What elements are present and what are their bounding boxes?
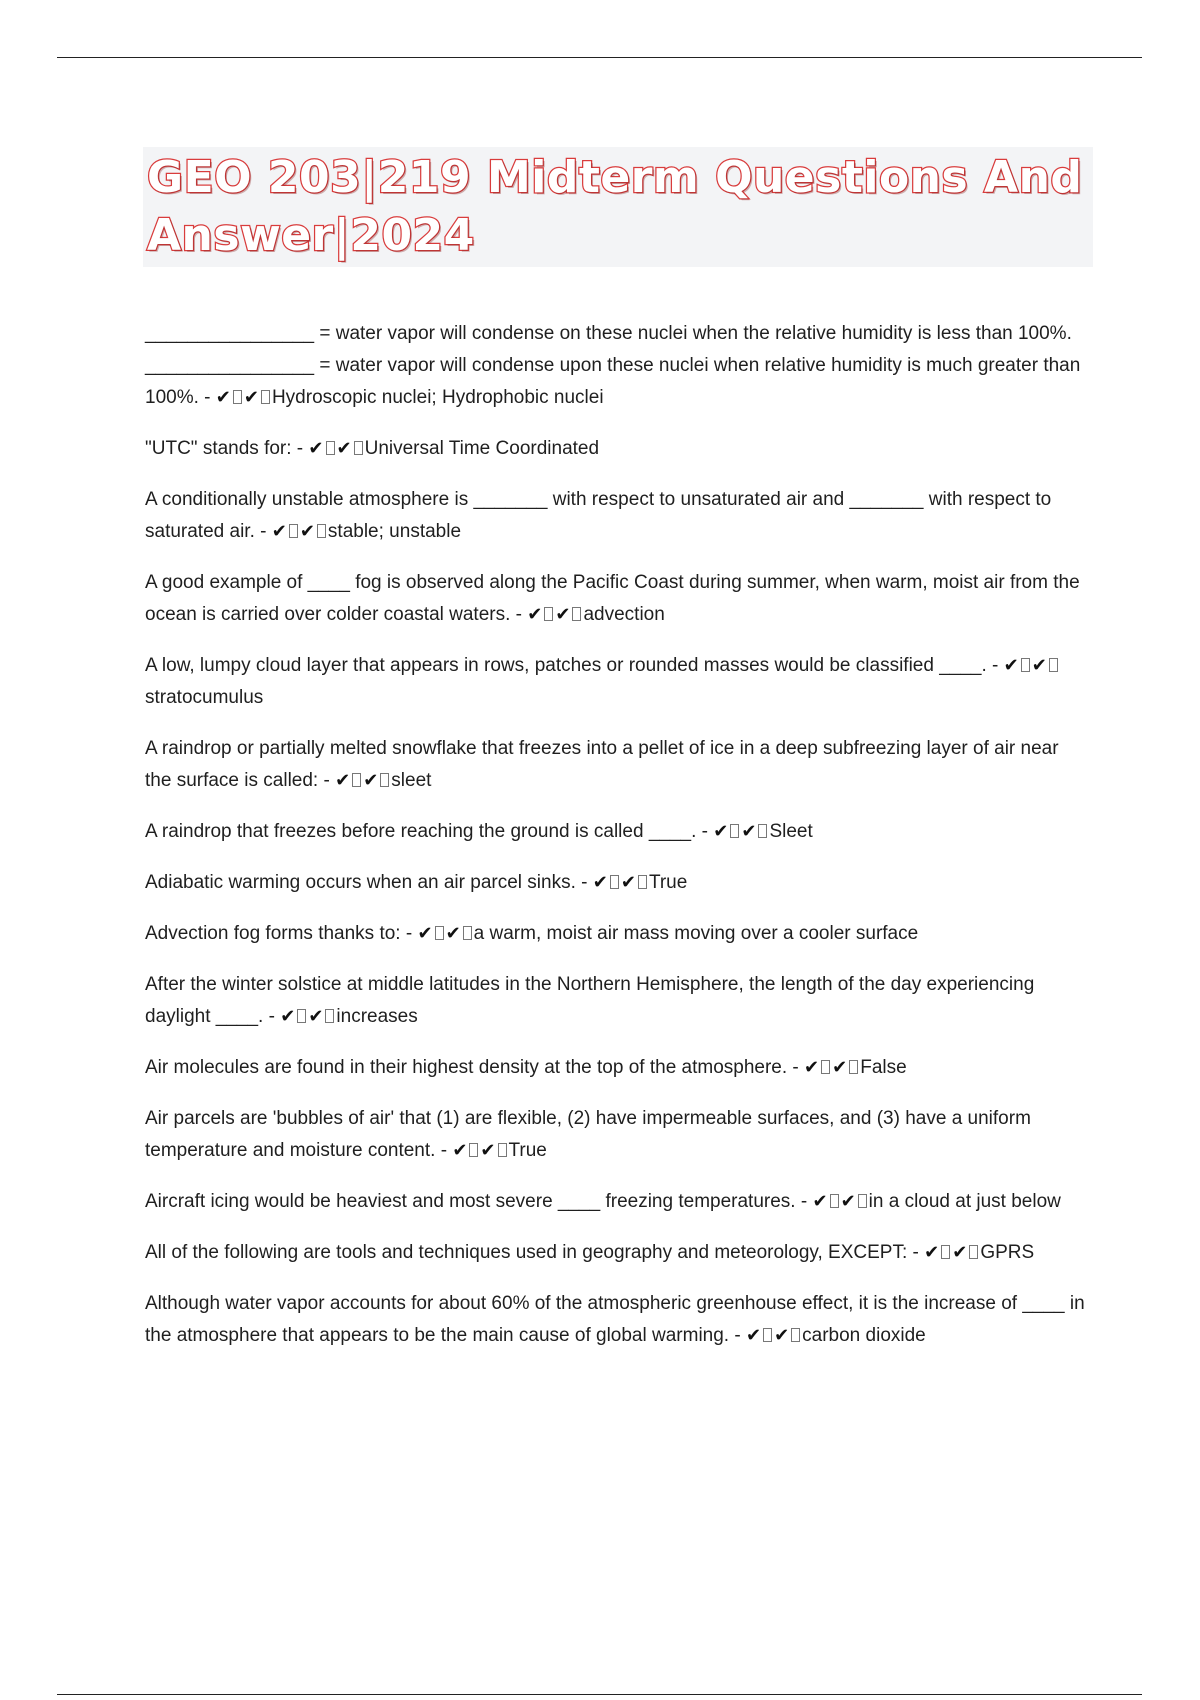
- box-glyph-icon: [435, 926, 444, 940]
- question-text: A conditionally unstable atmosphere is _______ with respect to unsaturated air and _______ with respect to saturated air.: [145, 489, 1052, 542]
- answer-text: Sleet: [769, 821, 813, 842]
- qa-item: [145, 567, 1090, 631]
- qa-item: [145, 1186, 1090, 1218]
- box-glyph-icon: [758, 824, 767, 838]
- question-text: A raindrop that freezes before reaching the ground is called ____.: [145, 821, 697, 842]
- question-text: Advection fog forms thanks to:: [145, 923, 401, 944]
- checkmark-icon: ✔: [452, 1140, 468, 1161]
- box-glyph-icon: [297, 1009, 306, 1023]
- checkmark-icon: ✔: [555, 604, 571, 625]
- question-text: A raindrop or partially melted snowflake that freezes into a pellet of ice in a deep subfreezing layer of air near the surface is called:: [145, 738, 1059, 791]
- checkmark-icon: ✔: [417, 923, 433, 944]
- checkmark-icon: ✔: [308, 438, 324, 459]
- separator: -: [291, 438, 309, 459]
- checkmark-icon: ✔: [335, 770, 351, 791]
- answer-text: True: [648, 872, 688, 893]
- qa-item: [145, 1237, 1090, 1269]
- checkmark-icon: ✔: [299, 521, 315, 542]
- question-text: "UTC" stands for:: [145, 438, 292, 459]
- question-text: All of the following are tools and techniques used in geography and meteorology, EXCEPT:: [145, 1242, 908, 1263]
- separator: -: [787, 1057, 805, 1078]
- box-glyph-icon: [1021, 658, 1030, 672]
- question-text: A low, lumpy cloud layer that appears in rows, patches or rounded masses would be classified ____.: [145, 655, 987, 676]
- question-text: Air molecules are found in their highest density at the top of the atmosphere.: [145, 1057, 788, 1078]
- box-glyph-icon: [317, 524, 326, 538]
- separator: -: [729, 1325, 746, 1346]
- box-glyph-icon: [791, 1328, 800, 1342]
- checkmark-icon: ✔: [527, 604, 543, 625]
- box-glyph-icon: [730, 824, 739, 838]
- box-glyph-icon: [849, 1060, 858, 1074]
- answer-text: Universal Time Coordinated: [364, 438, 600, 459]
- box-glyph-icon: [544, 607, 553, 621]
- answer-text: sleet: [391, 770, 432, 791]
- box-glyph-icon: [941, 1245, 950, 1259]
- question-text: Aircraft icing would be heaviest and most severe ____ freezing temperatures.: [145, 1191, 796, 1212]
- box-glyph-icon: [1049, 658, 1058, 672]
- question-text: After the winter solstice at middle latitudes in the Northern Hemisphere, the length of the day experiencing daylight ____.: [145, 974, 1035, 1027]
- checkmark-icon: ✔: [336, 438, 352, 459]
- checkmark-icon: ✔: [271, 521, 287, 542]
- checkmark-icon: ✔: [840, 1191, 856, 1212]
- qa-item: [145, 733, 1090, 797]
- checkmark-icon: ✔: [713, 821, 729, 842]
- answer-text: advection: [583, 604, 665, 625]
- answer-text: in a cloud at just below: [868, 1191, 1061, 1212]
- qa-item: [145, 816, 1090, 848]
- question-text: Adiabatic warming occurs when an air parcel sinks.: [145, 872, 576, 893]
- qa-item: [145, 433, 1090, 465]
- bottom-rule: [57, 1694, 1142, 1695]
- page-title: GEO 203|219 Midterm Questions And Answer|2024: [147, 152, 1083, 261]
- checkmark-icon: ✔: [1003, 655, 1019, 676]
- answer-text: stable; unstable: [327, 521, 462, 542]
- box-glyph-icon: [463, 926, 472, 940]
- answer-text: increases: [336, 1006, 418, 1027]
- box-glyph-icon: [469, 1143, 478, 1157]
- checkmark-icon: ✔: [812, 1191, 828, 1212]
- box-glyph-icon: [763, 1328, 772, 1342]
- separator: -: [435, 1140, 453, 1161]
- box-glyph-icon: [610, 875, 619, 889]
- qa-item: [145, 650, 1090, 714]
- checkmark-icon: ✔: [804, 1057, 820, 1078]
- box-glyph-icon: [289, 524, 298, 538]
- box-glyph-icon: [325, 1009, 334, 1023]
- box-glyph-icon: [380, 773, 389, 787]
- box-glyph-icon: [233, 390, 242, 404]
- separator: -: [198, 387, 216, 408]
- qa-item: [145, 969, 1090, 1033]
- box-glyph-icon: [969, 1245, 978, 1259]
- answer-text: False: [860, 1057, 907, 1078]
- checkmark-icon: ✔: [1031, 655, 1047, 676]
- box-glyph-icon: [830, 1194, 839, 1208]
- separator: -: [510, 604, 528, 625]
- checkmark-icon: ✔: [924, 1242, 940, 1263]
- box-glyph-icon: [858, 1194, 867, 1208]
- separator: -: [696, 821, 714, 842]
- checkmark-icon: ✔: [243, 387, 259, 408]
- box-glyph-icon: [498, 1143, 507, 1157]
- top-rule: [57, 57, 1142, 58]
- checkmark-icon: ✔: [445, 923, 461, 944]
- checkmark-icon: ✔: [592, 872, 608, 893]
- checkmark-icon: ✔: [308, 1006, 324, 1027]
- qa-item: [145, 484, 1090, 548]
- checkmark-icon: ✔: [480, 1140, 496, 1161]
- separator: -: [254, 521, 272, 542]
- separator: -: [907, 1242, 925, 1263]
- title-banner: [143, 147, 1093, 267]
- answer-text: a warm, moist air mass moving over a cooler surface: [473, 923, 919, 944]
- box-glyph-icon: [572, 607, 581, 621]
- checkmark-icon: ✔: [620, 872, 636, 893]
- checkmark-icon: ✔: [215, 387, 231, 408]
- answer-text: stratocumulus: [145, 687, 264, 708]
- separator: -: [263, 1006, 281, 1027]
- box-glyph-icon: [352, 773, 361, 787]
- qa-item: [145, 1103, 1090, 1167]
- answer-text: True: [508, 1140, 547, 1161]
- qa-item: [145, 318, 1090, 414]
- checkmark-icon: ✔: [280, 1006, 296, 1027]
- qa-item: [145, 1288, 1090, 1352]
- separator: -: [986, 655, 1004, 676]
- answer-text: carbon dioxide: [802, 1325, 926, 1346]
- checkmark-icon: ✔: [952, 1242, 968, 1263]
- separator: -: [795, 1191, 813, 1212]
- box-glyph-icon: [326, 441, 335, 455]
- box-glyph-icon: [821, 1060, 830, 1074]
- separator: -: [400, 923, 418, 944]
- answer-text: GPRS: [980, 1242, 1035, 1263]
- qa-item: [145, 1052, 1090, 1084]
- answer-text: Hydroscopic nuclei; Hydrophobic nuclei: [271, 387, 604, 408]
- checkmark-icon: ✔: [832, 1057, 848, 1078]
- question-text: A good example of ____ fog is observed along the Pacific Coast during summer, when warm, moist air from the ocean is carried over colder coastal waters.: [145, 572, 1080, 625]
- checkmark-icon: ✔: [774, 1325, 790, 1346]
- qa-item: [145, 918, 1090, 950]
- separator: -: [318, 770, 336, 791]
- checkmark-icon: ✔: [745, 1325, 762, 1346]
- checkmark-icon: ✔: [363, 770, 379, 791]
- box-glyph-icon: [354, 441, 363, 455]
- question-text: Air parcels are 'bubbles of air' that (1) are flexible, (2) have impermeable surfaces, and (3) have a uniform temperature and moisture content.: [145, 1108, 1031, 1161]
- box-glyph-icon: [638, 875, 647, 889]
- checkmark-icon: ✔: [741, 821, 757, 842]
- qa-item: [145, 867, 1090, 899]
- separator: -: [575, 872, 593, 893]
- question-text: ________________ = water vapor will condense on these nuclei when the relative humidity is less than 100%. ________________ = water vapor will condense upon these nuclei when relative humidity is much greater than 100%.: [145, 323, 1081, 408]
- qa-list: [145, 318, 1090, 1371]
- question-text: Although water vapor accounts for about 60% of the atmospheric greenhouse effect, it is the increase of ____ in the atmosphere that appears to be the main cause of global warming.: [145, 1293, 1085, 1346]
- box-glyph-icon: [261, 390, 270, 404]
